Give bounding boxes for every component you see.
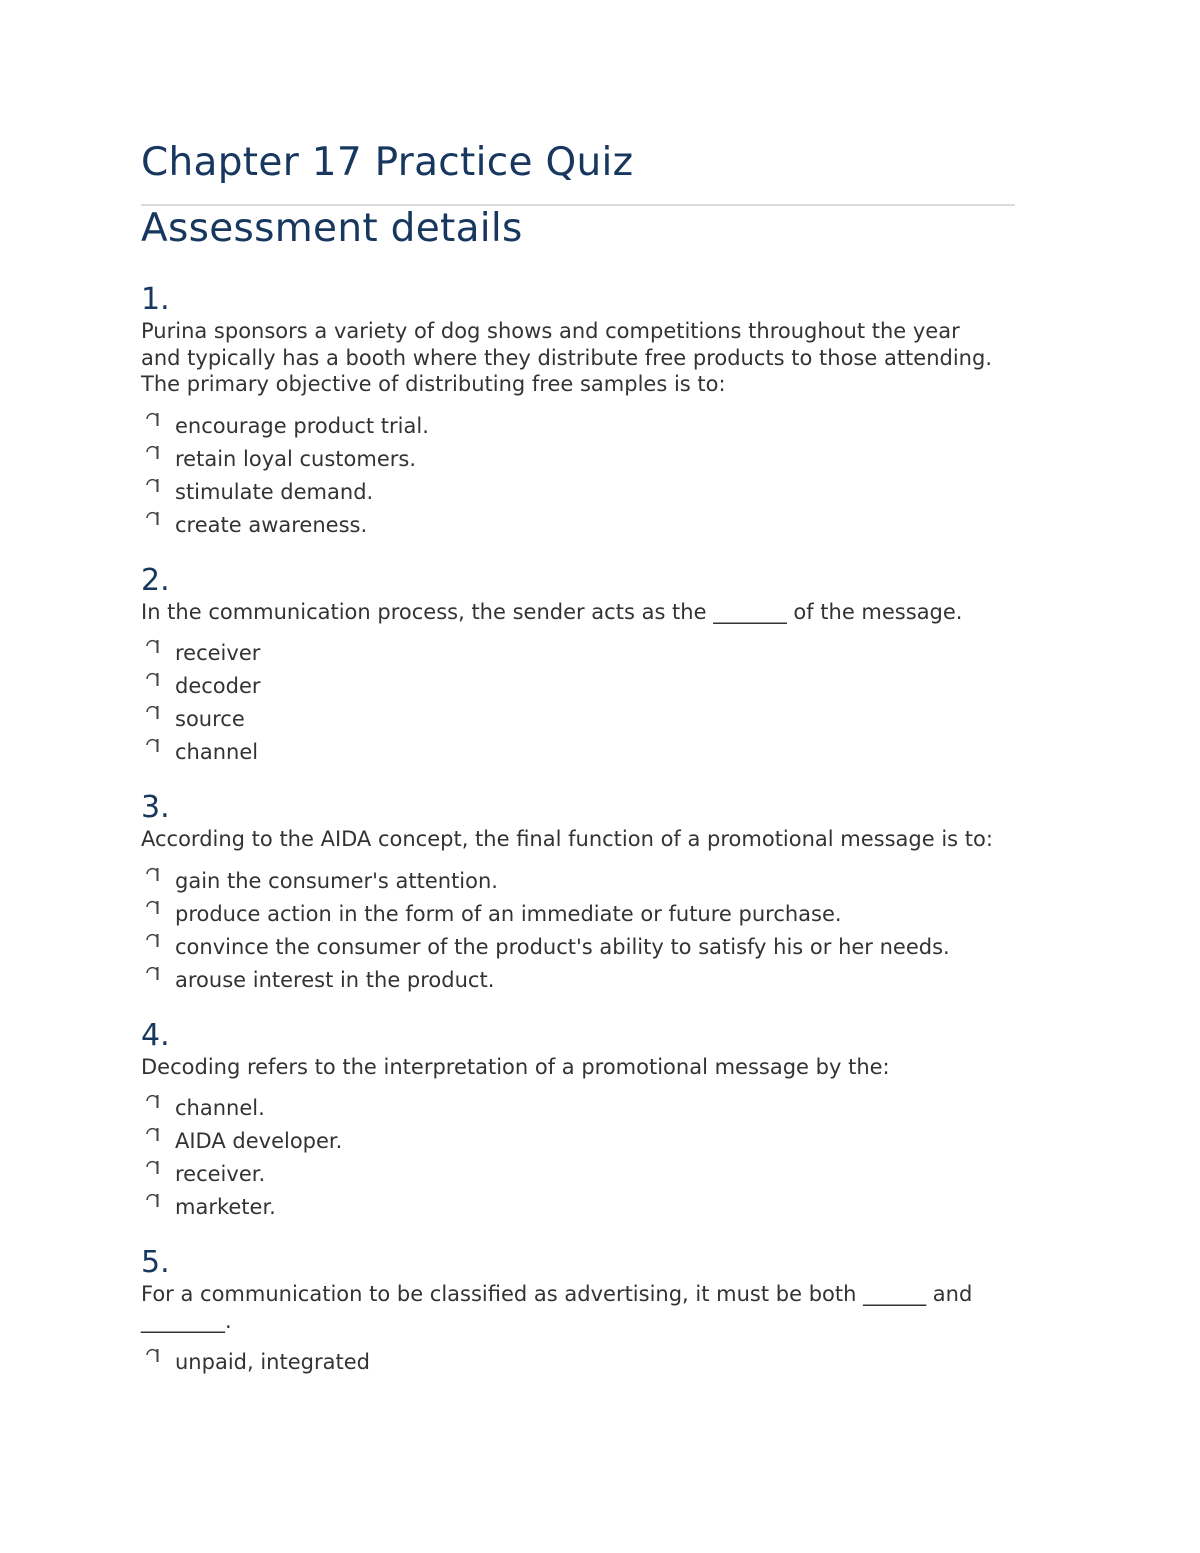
question-number: 4. — [141, 1017, 170, 1053]
answer-option-label: marketer. — [175, 1195, 276, 1219]
answer-option[interactable] — [141, 899, 1071, 932]
question-number: 1. — [141, 282, 170, 317]
answer-option[interactable] — [141, 638, 1071, 671]
radio-button-icon[interactable] — [143, 637, 163, 657]
answer-options — [141, 1347, 1071, 1380]
question-1 — [141, 282, 1071, 543]
answer-option-label: retain loyal customers. — [175, 446, 417, 471]
answer-option[interactable] — [141, 704, 1071, 737]
answer-option[interactable] — [141, 510, 1071, 543]
answer-option-label: convince the consumer of the product's ability to satisfy his or her needs. — [175, 934, 950, 959]
radio-button-icon[interactable] — [143, 670, 163, 690]
question-3 — [141, 790, 1071, 998]
answer-option[interactable] — [141, 411, 1071, 444]
answer-option-label: source — [175, 707, 245, 731]
question-number: 2. — [141, 562, 170, 598]
answer-option[interactable] — [141, 1192, 1071, 1225]
radio-button-icon[interactable] — [143, 898, 163, 918]
answer-option-label: arouse interest in the product. — [175, 967, 495, 992]
radio-button-icon[interactable] — [143, 865, 163, 885]
answer-options — [141, 638, 1071, 770]
answer-options — [141, 1093, 1071, 1225]
radio-button-icon[interactable] — [143, 703, 163, 723]
radio-button-icon[interactable] — [143, 736, 163, 756]
answer-option-label: produce action in the form of an immediate or future purchase. — [175, 901, 842, 926]
question-text: Purina sponsors a variety of dog shows and competitions throughout the year and typically has a booth where they distribute free products to those attending. The primary objective of distributing free samples is to: — [141, 319, 992, 396]
answer-option[interactable] — [141, 1093, 1071, 1126]
answer-option[interactable] — [141, 671, 1071, 704]
answer-option-label: create awareness. — [175, 512, 368, 537]
answer-option[interactable] — [141, 1126, 1071, 1159]
radio-button-icon[interactable] — [143, 1191, 163, 1211]
radio-button-icon[interactable] — [143, 1125, 163, 1145]
answer-option[interactable] — [141, 737, 1071, 770]
answer-options — [141, 411, 1071, 543]
answer-option-label: decoder — [175, 674, 261, 698]
question-list — [141, 282, 1071, 1400]
question-4 — [141, 1018, 1071, 1226]
question-text: According to the AIDA concept, the final function of a promotional message is to: — [141, 827, 993, 851]
radio-button-icon[interactable] — [143, 1158, 163, 1178]
question-number: 3. — [141, 790, 170, 825]
answer-option-label: channel — [175, 740, 259, 764]
answer-option[interactable] — [141, 965, 1071, 998]
answer-option-label: receiver. — [175, 1162, 266, 1186]
radio-button-icon[interactable] — [143, 476, 163, 496]
question-text: For a communication to be classified as advertising, it must be both ______ and ________. — [141, 1282, 973, 1333]
question-5 — [141, 1245, 1071, 1380]
answer-option-label: gain the consumer's attention. — [175, 868, 498, 893]
question-text: Decoding refers to the interpretation of a promotional message by the: — [141, 1054, 890, 1079]
section-heading: Assessment details — [141, 206, 523, 251]
answer-option[interactable] — [141, 477, 1071, 510]
question-number: 5. — [141, 1245, 170, 1280]
radio-button-icon[interactable] — [143, 964, 163, 984]
answer-option-label: channel. — [175, 1096, 265, 1120]
question-text: In the communication process, the sender acts as the _______ of the message. — [141, 599, 963, 624]
answer-option[interactable] — [141, 932, 1071, 965]
radio-button-icon[interactable] — [143, 509, 163, 529]
answer-option-label: receiver — [175, 641, 261, 665]
answer-option[interactable] — [141, 866, 1071, 899]
radio-button-icon[interactable] — [143, 931, 163, 951]
answer-option[interactable] — [141, 1159, 1071, 1192]
question-2 — [141, 563, 1071, 771]
answer-option-label: AIDA developer. — [175, 1129, 343, 1153]
answer-option-label: unpaid, integrated — [175, 1350, 370, 1374]
answer-option-label: encourage product trial. — [175, 413, 429, 438]
page-title: Chapter 17 Practice Quiz — [141, 140, 634, 185]
answer-option[interactable] — [141, 444, 1071, 477]
radio-button-icon[interactable] — [143, 1346, 163, 1366]
answer-option-label: stimulate demand. — [175, 479, 374, 504]
answer-option[interactable] — [141, 1347, 1071, 1380]
radio-button-icon[interactable] — [143, 410, 163, 430]
radio-button-icon[interactable] — [143, 1092, 163, 1112]
answer-options — [141, 866, 1071, 998]
radio-button-icon[interactable] — [143, 443, 163, 463]
